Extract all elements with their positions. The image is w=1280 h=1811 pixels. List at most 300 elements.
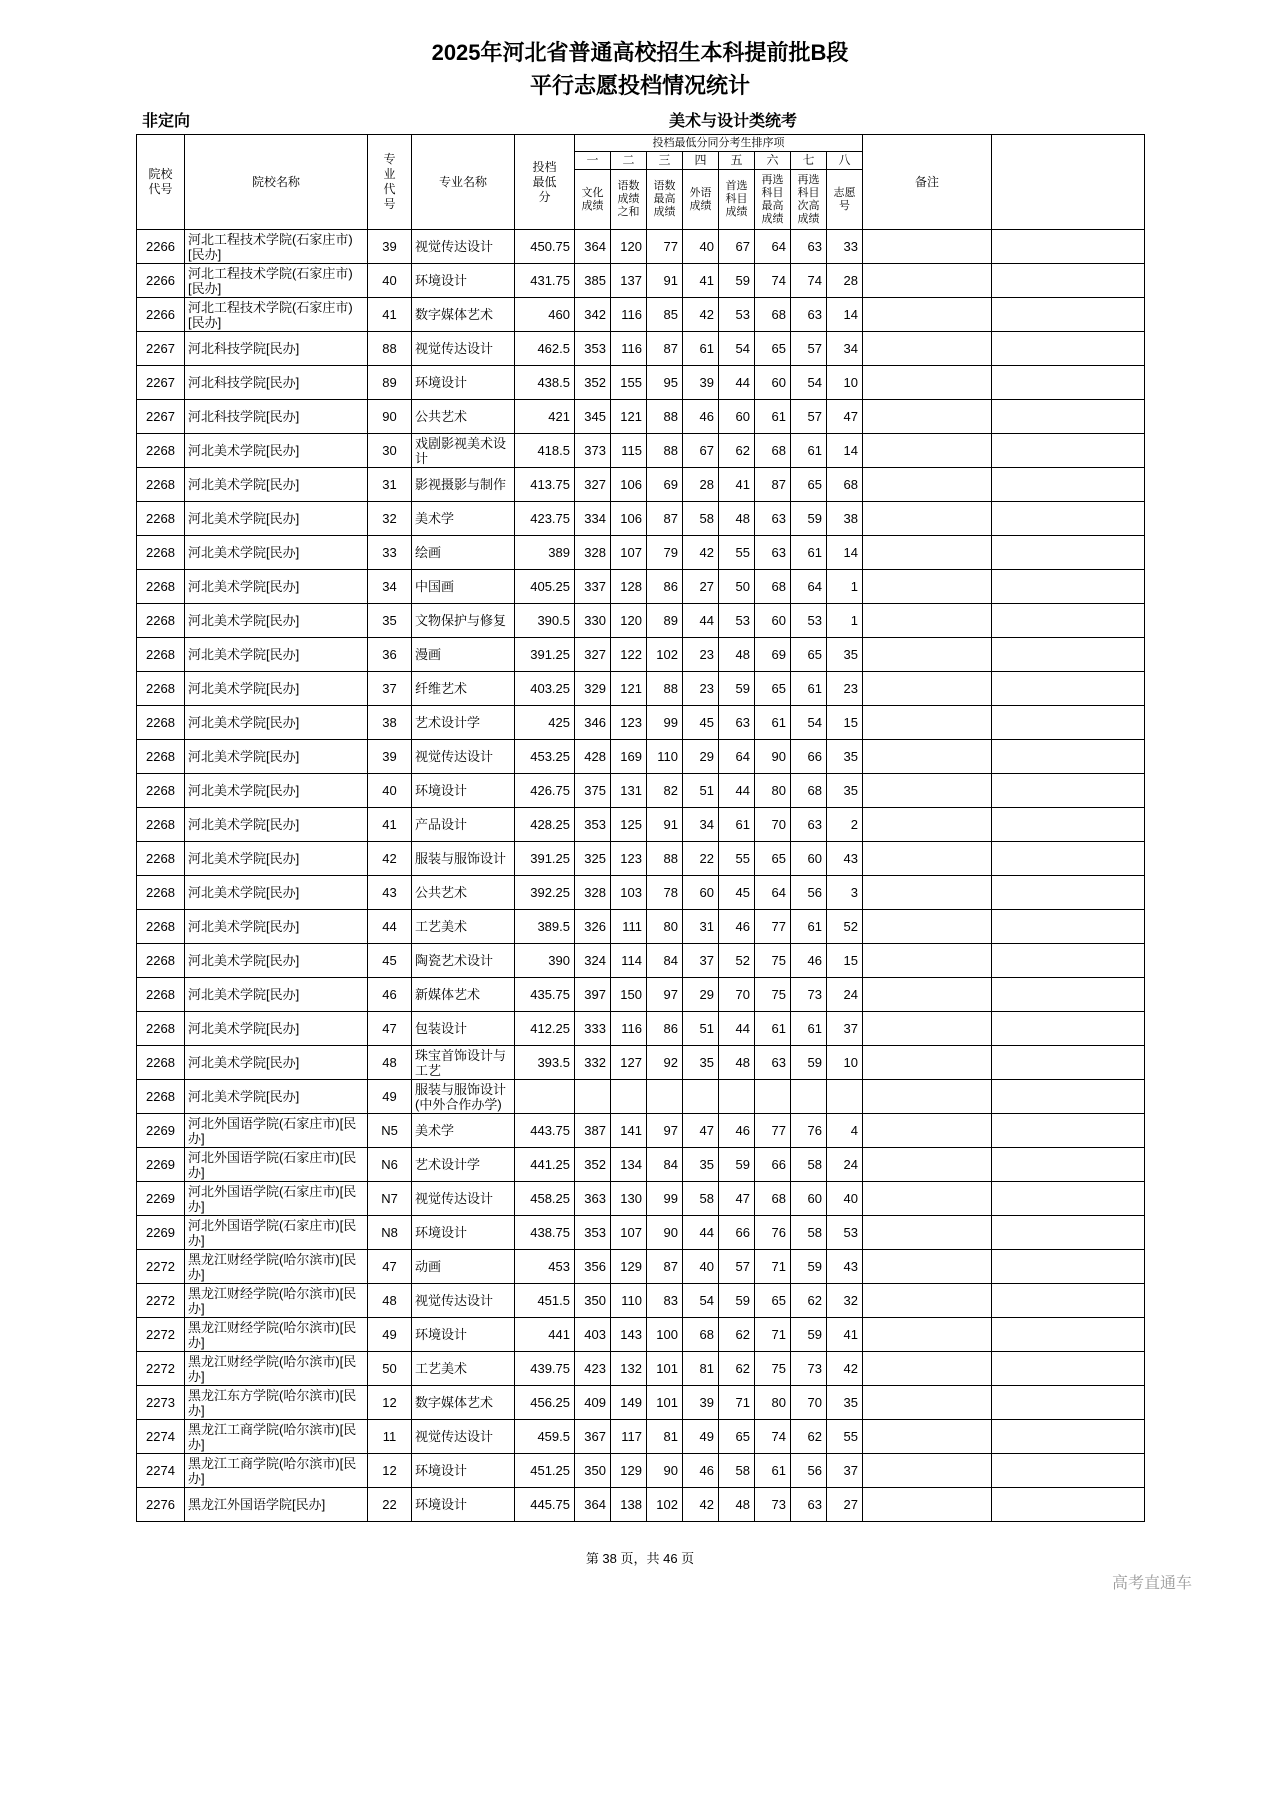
college-name-cell: 河北美术学院[民办] (185, 842, 368, 876)
remark-cell (863, 910, 992, 944)
score-reselect-max-cell: 80 (755, 1386, 791, 1420)
score-chinese-math-sum-cell: 106 (611, 502, 647, 536)
remark-cell (863, 1182, 992, 1216)
filler-cell (992, 332, 1145, 366)
major-name-cell: 视觉传达设计 (412, 332, 515, 366)
score-foreign-cell: 49 (683, 1420, 719, 1454)
score-reselect-max-cell: 71 (755, 1250, 791, 1284)
score-foreign-cell: 35 (683, 1046, 719, 1080)
score-chinese-math-sum-cell: 110 (611, 1284, 647, 1318)
college-name-cell: 河北美术学院[民办] (185, 774, 368, 808)
college-name-cell: 黑龙江东方学院(哈尔滨市)[民办] (185, 1386, 368, 1420)
college-name-cell: 河北科技学院[民办] (185, 400, 368, 434)
score-chinese-math-max-cell: 101 (647, 1352, 683, 1386)
score-chinese-math-max-cell: 84 (647, 1148, 683, 1182)
college-code-cell: 2268 (137, 842, 185, 876)
min-score-cell: 413.75 (515, 468, 575, 502)
score-culture-cell: 409 (575, 1386, 611, 1420)
score-foreign-cell: 60 (683, 876, 719, 910)
score-culture-cell: 324 (575, 944, 611, 978)
score-reselect-second-cell: 63 (791, 1488, 827, 1522)
remark-cell (863, 570, 992, 604)
min-score-cell: 392.25 (515, 876, 575, 910)
major-name-cell: 产品设计 (412, 808, 515, 842)
college-code-cell: 2273 (137, 1386, 185, 1420)
preference-number-cell: 14 (827, 536, 863, 570)
sublabel-reselect-max: 再选科目最高成绩 (755, 170, 791, 230)
score-reselect-max-cell: 71 (755, 1318, 791, 1352)
filler-cell (992, 604, 1145, 638)
college-name-cell: 河北工程技术学院(石家庄市)[民办] (185, 230, 368, 264)
page (136, 0, 1144, 1567)
major-name-cell: 环境设计 (412, 1318, 515, 1352)
score-reselect-max-cell: 75 (755, 1352, 791, 1386)
score-foreign-cell: 23 (683, 638, 719, 672)
score-chinese-math-sum-cell: 117 (611, 1420, 647, 1454)
preference-number-cell: 34 (827, 332, 863, 366)
preference-number-cell: 33 (827, 230, 863, 264)
score-chinese-math-sum-cell: 130 (611, 1182, 647, 1216)
min-score-cell: 453.25 (515, 740, 575, 774)
major-name-cell: 陶瓷艺术设计 (412, 944, 515, 978)
table-row (137, 672, 1145, 706)
score-chinese-math-max-cell: 110 (647, 740, 683, 774)
score-reselect-max-cell: 60 (755, 604, 791, 638)
header-row-1 (137, 135, 1145, 152)
watermark: 高考直通车 (1111, 1575, 1192, 1592)
score-chinese-math-sum-cell: 121 (611, 672, 647, 706)
college-code-cell: 2268 (137, 502, 185, 536)
score-culture-cell: 325 (575, 842, 611, 876)
score-chinese-math-sum-cell: 116 (611, 332, 647, 366)
score-reselect-max-cell: 65 (755, 332, 791, 366)
score-chinese-math-max-cell (647, 1080, 683, 1114)
table-row (137, 638, 1145, 672)
major-name-cell: 绘画 (412, 536, 515, 570)
filler-cell (992, 1386, 1145, 1420)
college-code-cell: 2268 (137, 774, 185, 808)
remark-cell (863, 332, 992, 366)
college-name-cell: 黑龙江工商学院(哈尔滨市)[民办] (185, 1420, 368, 1454)
filler-cell (992, 1250, 1145, 1284)
filler-cell (992, 1318, 1145, 1352)
score-chinese-math-max-cell: 86 (647, 1012, 683, 1046)
score-reselect-second-cell: 46 (791, 944, 827, 978)
score-first-subject-cell: 45 (719, 876, 755, 910)
table-row (137, 366, 1145, 400)
score-reselect-second-cell: 54 (791, 366, 827, 400)
score-culture-cell: 333 (575, 1012, 611, 1046)
sublabel-chinese-math-max: 语数最高成绩 (647, 170, 683, 230)
min-score-cell: 450.75 (515, 230, 575, 264)
score-foreign-cell: 68 (683, 1318, 719, 1352)
table-row (137, 230, 1145, 264)
remark-cell (863, 1080, 992, 1114)
major-name-cell: 服装与服饰设计(中外合作办学) (412, 1080, 515, 1114)
filler-cell (992, 944, 1145, 978)
college-name-cell: 河北外国语学院(石家庄市)[民办] (185, 1114, 368, 1148)
min-score-cell: 435.75 (515, 978, 575, 1012)
college-name-cell: 河北外国语学院(石家庄市)[民办] (185, 1182, 368, 1216)
score-chinese-math-max-cell: 99 (647, 1182, 683, 1216)
college-code-cell: 2268 (137, 876, 185, 910)
score-reselect-max-cell: 87 (755, 468, 791, 502)
filler-cell (992, 264, 1145, 298)
score-chinese-math-sum-cell: 169 (611, 740, 647, 774)
min-score-cell: 453 (515, 1250, 575, 1284)
major-code-cell: 47 (368, 1012, 412, 1046)
score-chinese-math-max-cell: 87 (647, 332, 683, 366)
score-reselect-max-cell: 74 (755, 264, 791, 298)
min-score-cell: 438.5 (515, 366, 575, 400)
remark-cell (863, 1420, 992, 1454)
remark-cell (863, 1250, 992, 1284)
college-code-cell: 2268 (137, 1080, 185, 1114)
major-code-cell: N8 (368, 1216, 412, 1250)
score-chinese-math-sum-cell: 128 (611, 570, 647, 604)
score-culture-cell: 375 (575, 774, 611, 808)
score-reselect-second-cell: 54 (791, 706, 827, 740)
score-first-subject-cell: 62 (719, 1318, 755, 1352)
min-score-cell: 390 (515, 944, 575, 978)
college-code-cell: 2267 (137, 366, 185, 400)
filler-cell (992, 502, 1145, 536)
page-title (136, 36, 1144, 102)
score-foreign-cell: 41 (683, 264, 719, 298)
col-header-blank (992, 135, 1145, 230)
score-reselect-second-cell: 57 (791, 332, 827, 366)
major-code-cell: 46 (368, 978, 412, 1012)
major-code-cell: N5 (368, 1114, 412, 1148)
score-chinese-math-sum-cell: 122 (611, 638, 647, 672)
score-reselect-second-cell (791, 1080, 827, 1114)
remark-cell (863, 1454, 992, 1488)
major-code-cell: 49 (368, 1318, 412, 1352)
score-foreign-cell: 67 (683, 434, 719, 468)
min-score-cell: 445.75 (515, 1488, 575, 1522)
major-code-cell: 36 (368, 638, 412, 672)
score-first-subject-cell: 53 (719, 604, 755, 638)
score-reselect-max-cell: 77 (755, 910, 791, 944)
college-name-cell: 河北美术学院[民办] (185, 1046, 368, 1080)
college-name-cell: 河北美术学院[民办] (185, 706, 368, 740)
score-chinese-math-sum-cell: 116 (611, 1012, 647, 1046)
score-foreign-cell: 58 (683, 502, 719, 536)
college-name-cell: 河北科技学院[民办] (185, 332, 368, 366)
table-row (137, 978, 1145, 1012)
score-first-subject-cell: 59 (719, 1284, 755, 1318)
remark-cell (863, 1046, 992, 1080)
score-first-subject-cell: 59 (719, 672, 755, 706)
preference-number-cell: 35 (827, 638, 863, 672)
score-first-subject-cell: 48 (719, 638, 755, 672)
score-chinese-math-sum-cell: 120 (611, 604, 647, 638)
score-chinese-math-sum-cell: 141 (611, 1114, 647, 1148)
score-first-subject-cell: 53 (719, 298, 755, 332)
college-code-cell: 2266 (137, 298, 185, 332)
score-reselect-max-cell: 65 (755, 1284, 791, 1318)
score-reselect-max-cell: 77 (755, 1114, 791, 1148)
major-name-cell: 文物保护与修复 (412, 604, 515, 638)
score-culture-cell: 356 (575, 1250, 611, 1284)
filler-cell (992, 468, 1145, 502)
major-name-cell: 中国画 (412, 570, 515, 604)
major-name-cell: 新媒体艺术 (412, 978, 515, 1012)
score-reselect-second-cell: 63 (791, 808, 827, 842)
table-row (137, 604, 1145, 638)
college-code-cell: 2268 (137, 808, 185, 842)
major-code-cell: 12 (368, 1454, 412, 1488)
major-code-cell: 34 (368, 570, 412, 604)
preference-number-cell: 14 (827, 298, 863, 332)
score-chinese-math-sum-cell: 121 (611, 400, 647, 434)
score-foreign-cell: 34 (683, 808, 719, 842)
major-code-cell: 48 (368, 1284, 412, 1318)
college-name-cell: 河北工程技术学院(石家庄市)[民办] (185, 264, 368, 298)
preference-number-cell: 47 (827, 400, 863, 434)
score-culture-cell: 352 (575, 366, 611, 400)
score-reselect-second-cell: 56 (791, 876, 827, 910)
min-score-cell: 458.25 (515, 1182, 575, 1216)
score-chinese-math-sum-cell: 155 (611, 366, 647, 400)
filler-cell (992, 1182, 1145, 1216)
remark-cell (863, 876, 992, 910)
college-name-cell: 河北美术学院[民办] (185, 434, 368, 468)
ordinal-6: 六 (755, 152, 791, 170)
min-score-cell: 443.75 (515, 1114, 575, 1148)
major-name-cell: 纤维艺术 (412, 672, 515, 706)
score-first-subject-cell: 67 (719, 230, 755, 264)
table-row (137, 1114, 1145, 1148)
score-reselect-max-cell: 61 (755, 1012, 791, 1046)
score-chinese-math-max-cell: 95 (647, 366, 683, 400)
college-name-cell: 河北美术学院[民办] (185, 910, 368, 944)
score-foreign-cell: 46 (683, 400, 719, 434)
score-reselect-second-cell: 62 (791, 1420, 827, 1454)
college-code-cell: 2267 (137, 400, 185, 434)
score-chinese-math-max-cell: 84 (647, 944, 683, 978)
remark-cell (863, 1216, 992, 1250)
preference-number-cell: 3 (827, 876, 863, 910)
major-name-cell: 环境设计 (412, 264, 515, 298)
min-score-cell (515, 1080, 575, 1114)
remark-cell (863, 1114, 992, 1148)
score-foreign-cell: 29 (683, 740, 719, 774)
preference-number-cell: 14 (827, 434, 863, 468)
filler-cell (992, 536, 1145, 570)
score-culture-cell: 385 (575, 264, 611, 298)
min-score-cell: 451.25 (515, 1454, 575, 1488)
major-code-cell: 47 (368, 1250, 412, 1284)
college-name-cell: 河北美术学院[民办] (185, 1080, 368, 1114)
table-row (137, 1182, 1145, 1216)
college-name-cell: 黑龙江财经学院(哈尔滨市)[民办] (185, 1250, 368, 1284)
ordinal-5: 五 (719, 152, 755, 170)
score-chinese-math-max-cell: 69 (647, 468, 683, 502)
filler-cell (992, 672, 1145, 706)
score-reselect-max-cell: 76 (755, 1216, 791, 1250)
table-row (137, 944, 1145, 978)
preference-number-cell: 1 (827, 604, 863, 638)
remark-cell (863, 706, 992, 740)
score-reselect-second-cell: 58 (791, 1216, 827, 1250)
score-first-subject-cell: 71 (719, 1386, 755, 1420)
college-code-cell: 2272 (137, 1352, 185, 1386)
score-culture-cell: 364 (575, 230, 611, 264)
score-culture-cell: 332 (575, 1046, 611, 1080)
preference-number-cell: 35 (827, 740, 863, 774)
college-code-cell: 2268 (137, 638, 185, 672)
college-name-cell: 河北美术学院[民办] (185, 978, 368, 1012)
score-reselect-second-cell: 70 (791, 1386, 827, 1420)
preference-number-cell: 1 (827, 570, 863, 604)
filler-cell (992, 1352, 1145, 1386)
score-foreign-cell: 42 (683, 298, 719, 332)
college-code-cell: 2266 (137, 230, 185, 264)
preference-number-cell: 38 (827, 502, 863, 536)
major-code-cell: 50 (368, 1352, 412, 1386)
college-name-cell: 河北美术学院[民办] (185, 1012, 368, 1046)
college-code-cell: 2268 (137, 1046, 185, 1080)
college-name-cell: 河北美术学院[民办] (185, 944, 368, 978)
score-foreign-cell: 54 (683, 1284, 719, 1318)
filler-cell (992, 740, 1145, 774)
filler-cell (992, 1420, 1145, 1454)
min-score-cell: 389.5 (515, 910, 575, 944)
major-code-cell: 43 (368, 876, 412, 910)
min-score-cell: 421 (515, 400, 575, 434)
score-chinese-math-max-cell: 99 (647, 706, 683, 740)
score-foreign-cell: 61 (683, 332, 719, 366)
score-foreign-cell: 35 (683, 1148, 719, 1182)
score-first-subject-cell: 58 (719, 1454, 755, 1488)
score-reselect-max-cell: 64 (755, 230, 791, 264)
filler-cell (992, 1148, 1145, 1182)
major-name-cell: 服装与服饰设计 (412, 842, 515, 876)
score-foreign-cell: 39 (683, 366, 719, 400)
col-header-college-code: 院校代号 (137, 135, 185, 230)
score-reselect-max-cell: 63 (755, 536, 791, 570)
college-name-cell: 河北美术学院[民办] (185, 536, 368, 570)
table-row (137, 910, 1145, 944)
table-row (137, 332, 1145, 366)
remark-cell (863, 1352, 992, 1386)
major-code-cell: 41 (368, 298, 412, 332)
preference-number-cell: 23 (827, 672, 863, 706)
score-reselect-second-cell: 64 (791, 570, 827, 604)
score-reselect-max-cell: 74 (755, 1420, 791, 1454)
remark-cell (863, 1386, 992, 1420)
score-chinese-math-sum-cell: 106 (611, 468, 647, 502)
table-row (137, 536, 1145, 570)
score-foreign-cell: 45 (683, 706, 719, 740)
col-header-min-score: 投档最低分 (515, 135, 575, 230)
subhead (136, 106, 1144, 134)
min-score-cell: 456.25 (515, 1386, 575, 1420)
preference-number-cell: 43 (827, 1250, 863, 1284)
major-name-cell: 公共艺术 (412, 876, 515, 910)
score-reselect-max-cell: 63 (755, 502, 791, 536)
score-reselect-second-cell: 56 (791, 1454, 827, 1488)
score-chinese-math-sum-cell: 129 (611, 1250, 647, 1284)
ordinal-2: 二 (611, 152, 647, 170)
score-first-subject-cell: 41 (719, 468, 755, 502)
score-chinese-math-max-cell: 81 (647, 1420, 683, 1454)
score-culture-cell (575, 1080, 611, 1114)
sublabel-chinese-math-sum: 语数成绩之和 (611, 170, 647, 230)
score-first-subject-cell: 57 (719, 1250, 755, 1284)
filler-cell (992, 1114, 1145, 1148)
major-code-cell: 39 (368, 230, 412, 264)
major-code-cell: 33 (368, 536, 412, 570)
college-code-cell: 2268 (137, 944, 185, 978)
college-code-cell: 2276 (137, 1488, 185, 1522)
score-chinese-math-max-cell: 86 (647, 570, 683, 604)
college-name-cell: 黑龙江财经学院(哈尔滨市)[民办] (185, 1284, 368, 1318)
college-name-cell: 河北科技学院[民办] (185, 366, 368, 400)
preference-number-cell: 2 (827, 808, 863, 842)
score-chinese-math-sum-cell: 107 (611, 1216, 647, 1250)
score-culture-cell: 373 (575, 434, 611, 468)
min-score-cell: 403.25 (515, 672, 575, 706)
score-reselect-max-cell: 61 (755, 1454, 791, 1488)
score-chinese-math-max-cell: 80 (647, 910, 683, 944)
college-code-cell: 2268 (137, 536, 185, 570)
score-reselect-second-cell: 60 (791, 842, 827, 876)
sublabel-preference-number: 志愿号 (827, 170, 863, 230)
filler-cell (992, 978, 1145, 1012)
score-first-subject-cell: 70 (719, 978, 755, 1012)
filler-cell (992, 1216, 1145, 1250)
score-chinese-math-sum-cell: 127 (611, 1046, 647, 1080)
college-code-cell: 2272 (137, 1318, 185, 1352)
filler-cell (992, 434, 1145, 468)
major-name-cell: 环境设计 (412, 1216, 515, 1250)
table-row (137, 876, 1145, 910)
score-reselect-max-cell: 66 (755, 1148, 791, 1182)
score-reselect-max-cell: 80 (755, 774, 791, 808)
category-label: 美术与设计类统考 (669, 113, 798, 130)
score-chinese-math-sum-cell: 134 (611, 1148, 647, 1182)
score-first-subject-cell (719, 1080, 755, 1114)
remark-cell (863, 774, 992, 808)
preference-number-cell: 10 (827, 1046, 863, 1080)
preference-number-cell: 32 (827, 1284, 863, 1318)
min-score-cell: 441 (515, 1318, 575, 1352)
preference-number-cell: 35 (827, 1386, 863, 1420)
score-chinese-math-sum-cell: 132 (611, 1352, 647, 1386)
college-name-cell: 河北美术学院[民办] (185, 672, 368, 706)
table-row (137, 1386, 1145, 1420)
score-reselect-max-cell: 70 (755, 808, 791, 842)
major-code-cell: 45 (368, 944, 412, 978)
score-culture-cell: 327 (575, 468, 611, 502)
score-chinese-math-max-cell: 97 (647, 978, 683, 1012)
filler-cell (992, 570, 1145, 604)
major-code-cell: 41 (368, 808, 412, 842)
major-name-cell: 漫画 (412, 638, 515, 672)
remark-cell (863, 740, 992, 774)
min-score-cell: 438.75 (515, 1216, 575, 1250)
major-name-cell: 美术学 (412, 1114, 515, 1148)
remark-cell (863, 842, 992, 876)
score-first-subject-cell: 52 (719, 944, 755, 978)
college-name-cell: 黑龙江工商学院(哈尔滨市)[民办] (185, 1454, 368, 1488)
score-reselect-second-cell: 61 (791, 434, 827, 468)
score-reselect-second-cell: 59 (791, 1318, 827, 1352)
preference-number-cell: 15 (827, 706, 863, 740)
major-name-cell: 工艺美术 (412, 1352, 515, 1386)
